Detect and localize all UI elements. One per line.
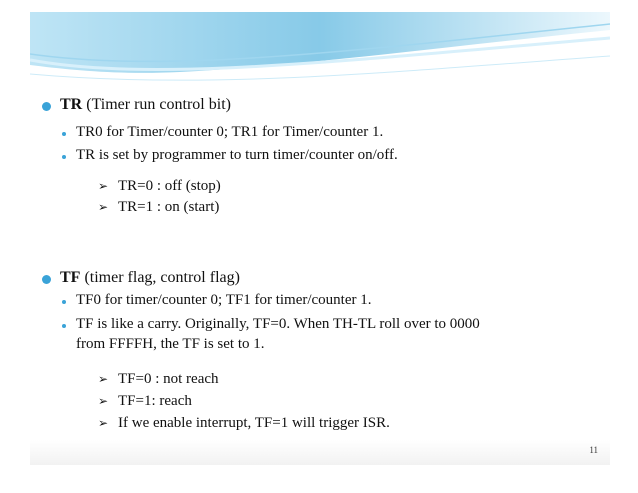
bullet-dot-icon [62,132,66,136]
bullet-circle-icon [42,275,51,284]
tf-sub-item-continued: from FFFFH, the TF is set to 1. [76,336,265,352]
tf-state-item: If we enable interrupt, TF=1 will trigger ISR. [118,415,390,431]
slide [30,10,610,465]
tf-description: (timer flag, control flag) [84,269,240,286]
tf-sub-item: TF is like a carry. Originally, TF=0. When TH-TL roll over to 0000 [76,316,480,332]
arrow-bullet-icon: ➢ [98,179,109,193]
tf-sub-item: TF0 for timer/counter 0; TF1 for timer/counter 1. [76,292,372,308]
arrow-bullet-icon: ➢ [98,372,109,386]
tr-state-item: TR=0 : off (stop) [118,178,221,194]
tf-state-item: TF=1: reach [118,393,192,409]
bullet-dot-icon [62,155,66,159]
bullet-dot-icon [62,300,66,304]
bullet-circle-icon [42,102,51,111]
tr-sub-item: TR0 for Timer/counter 0; TR1 for Timer/counter 1. [76,124,384,140]
tr-state-item: TR=1 : on (start) [118,199,220,215]
arrow-bullet-icon: ➢ [98,394,109,408]
tr-term: TR [60,96,83,113]
tr-description: (Timer run control bit) [86,96,231,113]
arrow-bullet-icon: ➢ [98,416,109,430]
slide-content [30,10,610,465]
bullet-dot-icon [62,324,66,328]
arrow-bullet-icon: ➢ [98,200,109,214]
tf-heading [60,269,240,287]
tr-heading [60,96,231,114]
tr-sub-item: TR is set by programmer to turn timer/counter on/off. [76,147,398,163]
tf-term: TF [60,269,81,286]
page-number: 11 [589,445,598,455]
tf-state-item: TF=0 : not reach [118,371,219,387]
